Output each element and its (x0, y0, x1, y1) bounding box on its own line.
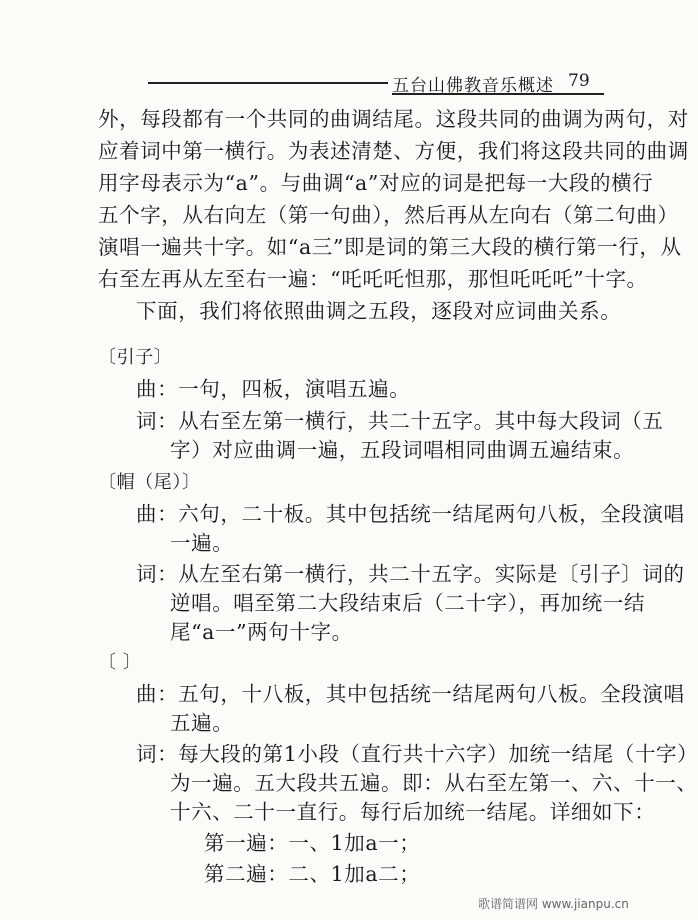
watermark: 歌谱简谱网 www.jianpu.cn (478, 897, 629, 911)
ci-line: 为一遍。五大段共五遍。即：从右至左第一、六、十一、 (170, 771, 698, 795)
qu-line: 曲：五句，十八板，其中包括统一结尾两句八板。全段演唱 (136, 682, 685, 706)
ci-line: 字）对应曲调一遍，五段词唱相同曲调五遍结束。 (170, 438, 635, 462)
detail-line: 第一遍：一、1加a一； (204, 831, 421, 855)
ci-line: 词：从左至右第一横行，共二十五字。实际是〔引子〕词的 (136, 562, 685, 586)
ci-line: 词：每大段的第1小段（直行共十六字）加统一结尾（十字） (136, 742, 698, 766)
ci-line: 逆唱。唱至第二大段结束后（二十字），再加统一结 (170, 591, 646, 615)
body-line: 用字母表示为“a”。与曲调“a”对应的词是把每一大段的横行 (98, 171, 654, 195)
paragraph-intro-next: 下面，我们将依照曲调之五段，逐段对应词曲关系。 (136, 299, 622, 323)
body-line: 五个字，从右向左（第一句曲），然后再从左向右（第二句曲） (98, 203, 679, 227)
running-header-title: 五台山佛教音乐概述 (392, 76, 554, 96)
ci-line: 十六、二十一直行。每行后加统一结尾。详细如下： (170, 800, 656, 824)
page-number: 79 (568, 71, 590, 91)
ci-line: 词：从右至左第一横行，共二十五字。其中每大段词（五 (136, 409, 664, 433)
detail-line: 第二遍：二、1加a二； (204, 862, 421, 886)
body-line: 右至左再从左至右一遍：“吒吒吒怛那，那怛吒吒吒”十字。 (98, 267, 648, 291)
body-line: 应着词中第一横行。为表述清楚、方便，我们将这段共同的曲调 (98, 139, 689, 163)
qu-line: 曲：六句，二十板。其中包括统一结尾两句八板，全段演唱 (136, 502, 685, 526)
body-line: 外，每段都有一个共同的曲调结尾。这段共同的曲调为两句，对 (98, 107, 689, 131)
ci-line: 尾“a一”两句十字。 (170, 620, 353, 644)
section-heading-yinzi: 〔引子〕 (98, 347, 173, 368)
body-line: 演唱一遍共十字。如“a三”即是词的第三大段的横行第一行，从 (98, 235, 682, 259)
section-heading-blank: 〔 〕 (98, 652, 142, 673)
qu-line: 一遍。 (170, 531, 234, 555)
header-rule-left (148, 82, 388, 84)
section-heading-mao: 〔帽（尾）〕 (98, 472, 201, 493)
qu-line: 五遍。 (170, 711, 234, 735)
qu-line: 曲：一句，四板，演唱五遍。 (136, 377, 411, 401)
